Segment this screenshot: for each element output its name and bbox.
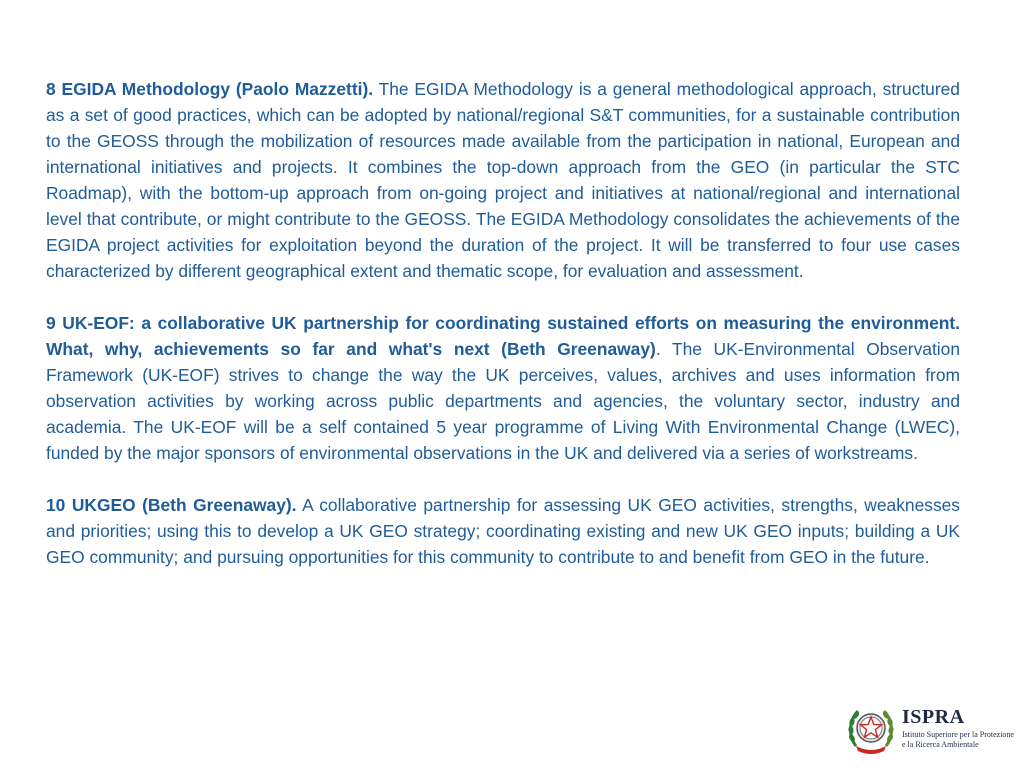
paragraph-uk-eof — [46, 310, 960, 466]
paragraph-heading: 9 UK-EOF: a collaborative UK partnership for coordinating sustained efforts on measuring the environment. What, why, achievements so far and what's next (Beth Greenaway) — [46, 313, 960, 359]
paragraph-body: The EGIDA Methodology is a general methodological approach, structured as a set of good practices, which can be adopted by national/regional S&T communities, for a sustainable contribution to the GEOSS through the mobilization of resources made available from the participation in national, European and international initiatives and projects. It combines the top-down approach from the GEO (in particular the STC Roadmap), with the bottom-up approach from on-going project and initiatives at national/regional and international level that contribute, or might contribute to the GEOSS. The EGIDA Methodology consolidates the achievements of the EGIDA project activities for exploitation beyond the duration of the project. It will be transferred to four use cases characterized by different geographical extent and thematic scope, for evaluation and assessment. — [46, 79, 960, 281]
logo-subtitle — [902, 730, 1014, 750]
slide-content — [46, 76, 960, 596]
paragraph-body: . The UK-Environmental Observation Framework (UK-EOF) strives to change the way the UK perceives, values, archives and uses information from observation activities by working across public departments and agencies, the voluntary sector, industry and academia. The UK-EOF will be a self contained 5 year programme of Living With Environmental Change (LWEC), funded by the major sponsors of environmental observations in the UK and delivered via a series of workstreams. — [46, 339, 960, 463]
paragraph-egida-methodology — [46, 76, 960, 284]
paragraph-body: A collaborative partnership for assessing UK GEO activities, strengths, weaknesses and priorities; using this to develop a UK GEO strategy; coordinating existing and new UK GEO inputs; building a UK GEO community; and pursuing opportunities for this community to contribute to and benefit from GEO in the future. — [46, 495, 960, 567]
logo-subtitle-line2: e la Ricerca Ambientale — [902, 740, 979, 749]
logo-title: ISPRA — [902, 706, 965, 728]
paragraph-ukgeo — [46, 492, 960, 570]
logo-subtitle-line1: Istituto Superiore per la Protezione — [902, 730, 1014, 739]
paragraph-heading: 8 EGIDA Methodology (Paolo Mazzetti). — [46, 79, 374, 99]
italian-republic-emblem-icon — [846, 702, 896, 756]
ispra-logo — [846, 702, 1014, 758]
paragraph-heading: 10 UKGEO (Beth Greenaway). — [46, 495, 297, 515]
